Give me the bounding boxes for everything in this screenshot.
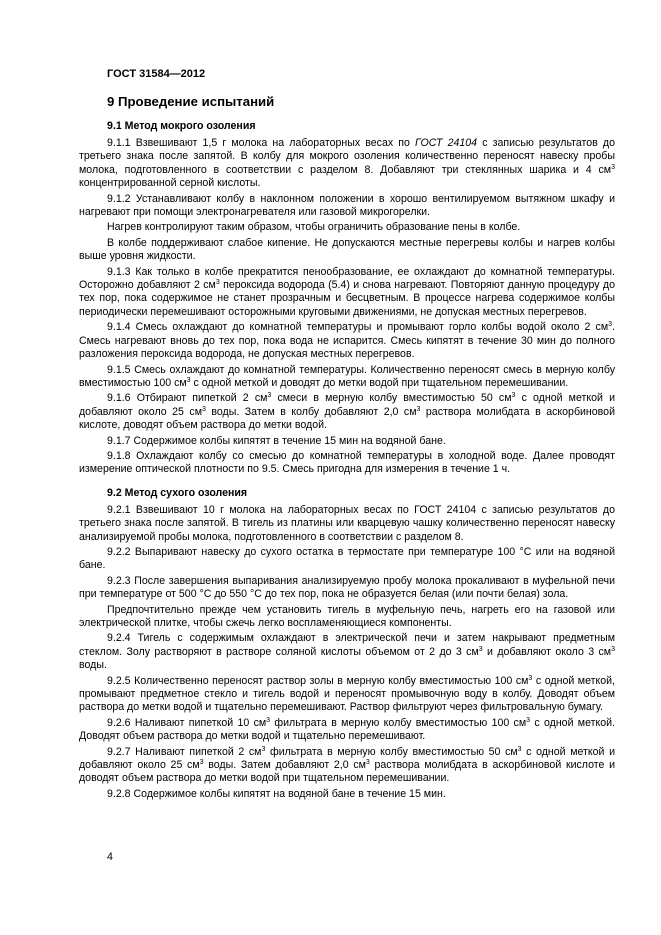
paragraph: 9.2.6 Наливают пипеткой 10 $см^3$ фильтрата в мерную колбу вместимостью 100 $см^3$ с одной меткой. Доводят объем раствора до метки водой и тщательно перемешивают. — [79, 716, 615, 743]
paragraph: 9.2.7 Наливают пипеткой 2 $см^3$ фильтрата в мерную колбу вместимостью 50 $см^3$ с одной меткой и добавляют около 25 $см^3$ воды. Затем добавляют 2,0 $см^3$ раствора молибдата в аскорбиновой кислоте и доводят объем раствора до метки водой при тщательном перемешивании. — [79, 745, 615, 785]
section-title: 9 Проведение испытаний — [107, 94, 275, 109]
document-body — [79, 94, 615, 803]
paragraph: 9.2.1 Взвешивают 10 г молока на лабораторных весах по ГОСТ 24104 с записью результатов до третьего знака после запятой. В тигель из платины или кварцевую чашку количественно переносят навеску анализируемой пробы молока, подготовленного в соответствии с разделом 8. — [79, 503, 615, 543]
dry-method-paragraphs — [79, 504, 615, 802]
page-number: 4 — [107, 851, 113, 863]
paragraph: В колбе поддерживают слабое кипение. Не допускаются местные перегревы колбы и нагрев колбы выше уровня жидкости. — [79, 236, 615, 263]
paragraph: 9.1.1 Взвешивают 1,5 г молока на лабораторных весах по ГОСТ 24104 с записью результатов до третьего знака после запятой. В колбу для мокрого озоления количественно переносят навеску пробы молока, подготовленного в соответствии с разделом 8. Добавляют три стеклянных шарика и 4 $см^3$ концентрированной серной кислоты. — [79, 137, 615, 190]
paragraph: 9.2.2 Выпаривают навеску до сухого остатка в термостате при температуре 100 °С или на водяной бане. — [79, 545, 615, 572]
paragraph: 9.2.8 Содержимое колбы кипятят на водяной бане в течение 15 мин. — [107, 787, 446, 800]
paragraph: 9.1.2 Устанавливают колбу в наклонном положении в хорошо вентилируемом вытяжном шкафу и нагревают при помощи электронагревателя или газовой микрогорелки. — [79, 192, 615, 219]
subsection-title-dry: 9.2 Метод сухого озоления — [107, 486, 248, 499]
document-header: ГОСТ 31584—2012 — [107, 68, 206, 80]
paragraph: 9.1.4 Смесь охлаждают до комнатной температуры и промывают горло колбы водой около 2 $см^3$. Смесь нагревают вновь до тех пор, пока вода не испарится. Смесь кипятят в течение 30 мин до полного разложения пероксида водорода, не допуская местных перегревов. — [79, 321, 615, 361]
paragraph: 9.1.8 Охлаждают колбу со смесью до комнатной температуры в холодной воде. Далее проводят измерение оптической плотности по 9.5. Смесь пригодна для измерения в течение 1 ч. — [79, 449, 615, 476]
paragraph: 9.1.3 Как только в колбе прекратится пенообразование, ее охлаждают до комнатной температуры. Осторожно добавляют 2 $см^3$ пероксида водорода (5.4) и снова нагревают. Повторяют данную процедуру до тех пор, пока содержимое не станет прозрачным и бесцветным. В процессе нагрева содержимое колбы периодически перемешивают осторожными круговыми движениями, не допуская местных перегревов. — [79, 265, 615, 318]
paragraph: 9.2.3 После завершения выпаривания анализируемую пробу молока прокаливают в муфельной печи при температуре от 500 °С до 550 °С до тех пор, пока не образуется белая (или почти белая) зола. — [79, 574, 615, 601]
paragraph: 9.2.5 Количественно переносят раствор золы в мерную колбу вместимостью 100 $см^3$ с одной меткой, промывают предметное стекло и тигель водой и переносят промывочную воду в колбу. Доводят объем раствора до метки водой и тщательно перемешивают. Раствор фильтруют через фильтровальную бумагу. — [79, 674, 615, 714]
paragraph: 9.1.7 Содержимое колбы кипятят в течение 15 мин на водяной бане. — [107, 434, 446, 447]
paragraph: Предпочтительно прежде чем установить тигель в муфельную печь, нагреть его на газовой или электрической плитке, чтобы сжечь легко воспламеняющиеся компоненты. — [79, 603, 615, 629]
wet-method-paragraphs — [79, 137, 615, 477]
paragraph: 9.1.5 Смесь охлаждают до комнатной температуры. Количественно переносят смесь в мерную колбу вместимостью 100 $см^3$ с одной меткой и доводят до метки водой при тщательном перемешивании. — [79, 363, 615, 389]
paragraph: 9.1.6 Отбирают пипеткой 2 $см^3$ смеси в мерную колбу вместимостью 50 $см^3$ с одной меткой и добавляют около 25 $см^3$ воды. Затем в колбу добавляют 2,0 $см^3$ раствора молибдата в аскорбиновой кислоте, доводят объем раствора до метки водой. — [79, 392, 615, 432]
subsection-title-wet: 9.1 Метод мокрого озоления — [107, 120, 256, 132]
paragraph: 9.2.4 Тигель с содержимым охлаждают в электрической печи и затем накрывают предметным стеклом. Золу растворяют в растворе соляной кислоты объемом от 2 до 3 $см^3$ и добавляют около 3 $см^3$ воды. — [79, 632, 615, 672]
paragraph: Нагрев контролируют таким образом, чтобы ограничить образование пены в колбе. — [107, 221, 521, 234]
